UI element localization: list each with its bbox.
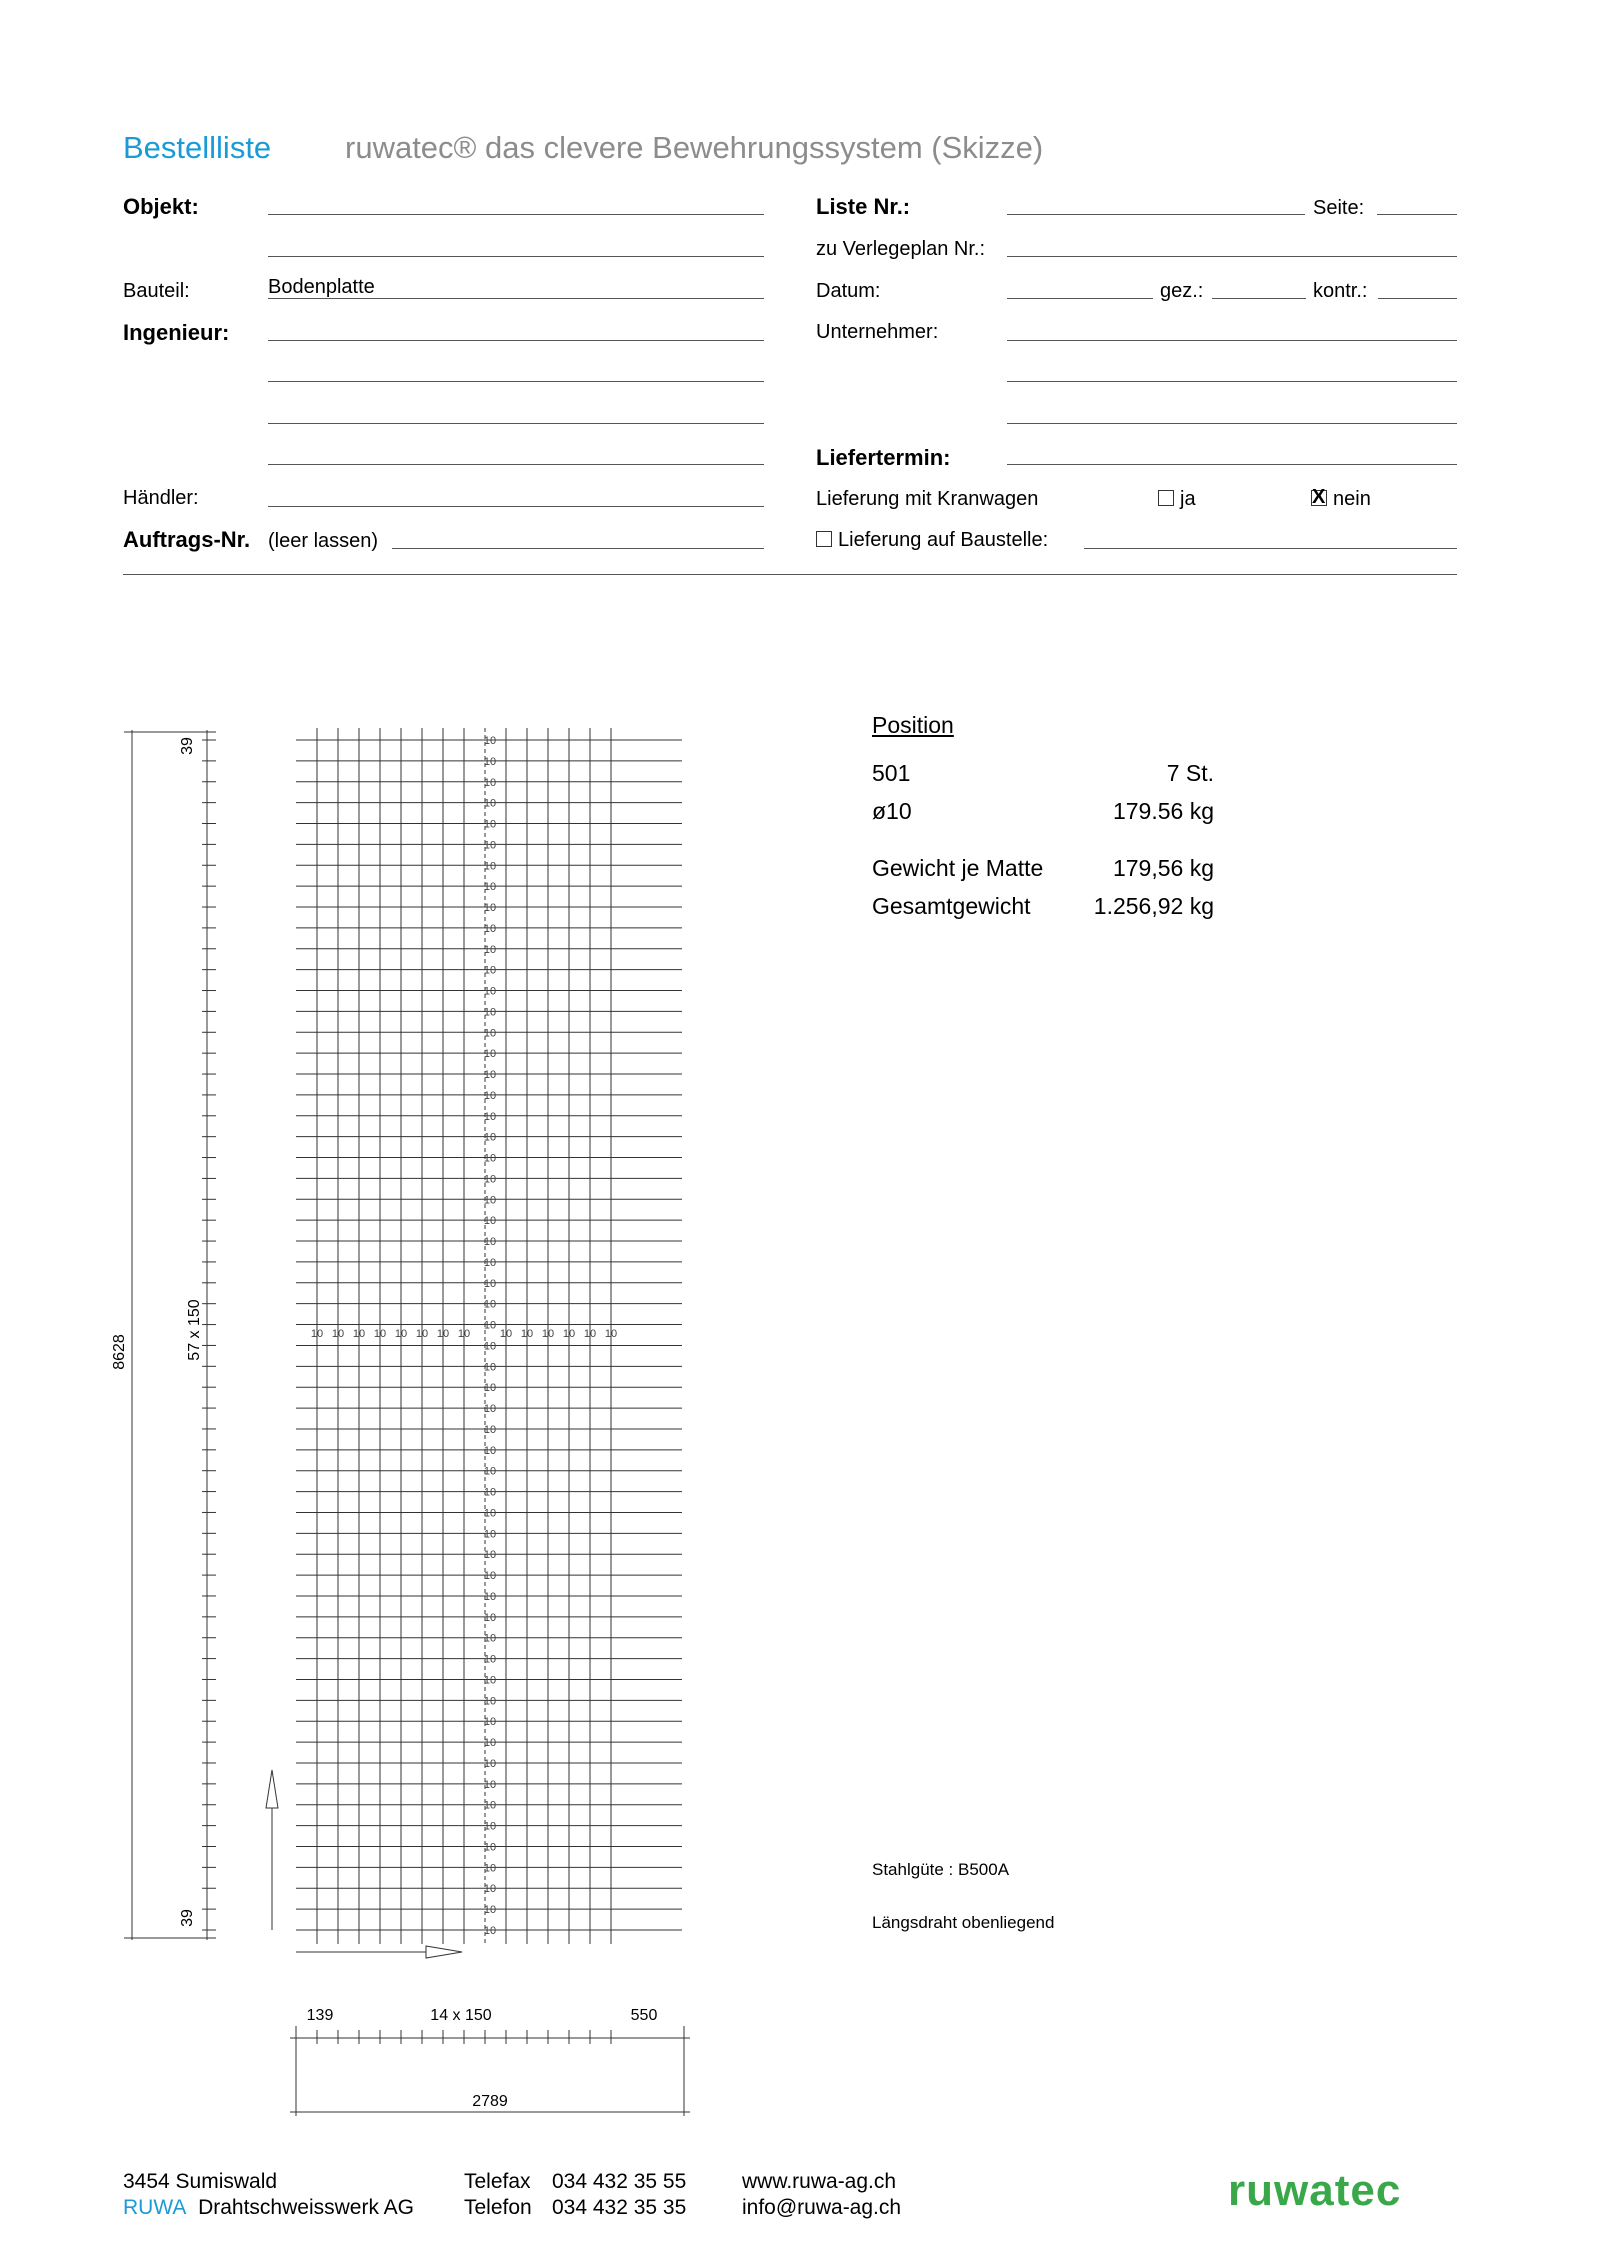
bauteil-value: Bodenplatte	[268, 276, 375, 298]
baustelle-option[interactable]	[816, 529, 1048, 552]
footer-company	[123, 2196, 414, 2220]
cross-wire-diameter-label: 10	[483, 1256, 497, 1269]
cross-wire-diameter-label: 10	[483, 1298, 497, 1311]
total-weight-value: 1.256,92 kg	[1093, 893, 1214, 919]
liste-nr-field[interactable]	[1007, 214, 1305, 215]
long-wire-diameter-label: 10	[394, 1328, 408, 1340]
width-spacing-dim: 14 x 150	[430, 2007, 492, 2024]
cross-wire-diameter-label: 10	[483, 1319, 497, 1332]
cross-wire-diameter-label: 10	[483, 1215, 497, 1228]
cross-wire-diameter-label: 10	[483, 797, 497, 810]
checkbox-baustelle[interactable]	[816, 531, 832, 547]
cross-wire-diameter-label: 10	[483, 1632, 497, 1645]
baustelle-label: Lieferung auf Baustelle:	[838, 529, 1049, 551]
cross-wire-diameter-label: 10	[483, 902, 497, 915]
cross-wire-diameter-label: 10	[483, 818, 497, 831]
long-spacing-dim: 57 x 150	[186, 1299, 203, 1361]
cross-wire-diameter-label: 10	[483, 1716, 497, 1729]
cross-wire-diameter-label: 10	[483, 1507, 497, 1520]
cross-wire-diameter-label: 10	[483, 1173, 497, 1186]
cross-wire-diameter-label: 10	[483, 776, 497, 789]
document-title: Bestellliste	[123, 130, 272, 165]
cross-wire-diameter-label: 10	[483, 881, 497, 894]
cross-wire-diameter-label: 10	[483, 1382, 497, 1395]
cross-wire-diameter-label: 10	[483, 1403, 497, 1416]
long-wire-diameter-label: 10	[583, 1328, 597, 1340]
wire-note: Längsdraht obenliegend	[872, 1913, 1055, 1932]
cross-wire-diameter-label: 10	[483, 1883, 497, 1896]
gez-field[interactable]	[1212, 298, 1306, 299]
cross-wire-diameter-label: 10	[483, 1131, 497, 1144]
footer-telefon: 034 432 35 35	[552, 2196, 687, 2219]
kranwagen-ja-option[interactable]	[1158, 488, 1196, 511]
cross-wire-diameter-label: 10	[483, 735, 497, 747]
long-wire-diameter-label: 10	[520, 1328, 534, 1340]
long-wire-diameter-label: 10	[604, 1328, 618, 1340]
cross-wire-diameter-label: 10	[483, 1820, 497, 1833]
position-count: 7 St.	[1166, 760, 1214, 786]
footer-telefon-label: Telefon	[464, 2196, 532, 2219]
cross-wire-diameter-label: 10	[483, 1048, 497, 1061]
long-wire-diameter-label: 10	[415, 1328, 429, 1340]
width-left-dim: 139	[306, 2007, 334, 2024]
footer-web-link[interactable]: www.ruwa-ag.ch	[742, 2170, 897, 2193]
haendler-label: Händler:	[123, 487, 199, 509]
long-wire-diameter-label: 10	[373, 1328, 387, 1340]
mesh-sketch	[0, 0, 760, 2140]
cross-wire-diameter-label: 10	[483, 839, 497, 852]
leer-lassen-hint: (leer lassen)	[268, 530, 379, 552]
cross-wire-diameter-label: 10	[483, 1277, 497, 1290]
cross-wire-diameter-label: 10	[483, 1069, 497, 1082]
position-heading: Position	[872, 712, 954, 738]
cross-wire-diameter-label: 10	[483, 1611, 497, 1624]
cross-wire-diameter-label: 10	[483, 1236, 497, 1249]
footer-company-rest: Drahtschweisswerk AG	[198, 2196, 414, 2219]
cross-wire-diameter-label: 10	[483, 1862, 497, 1875]
footer-company-brand: RUWA	[123, 2196, 187, 2219]
long-wire-diameter-label: 10	[436, 1328, 450, 1340]
liefertermin-label: Liefertermin:	[816, 445, 951, 470]
total-weight-label: Gesamtgewicht	[872, 893, 1031, 919]
cross-wire-diameter-label: 10	[483, 1549, 497, 1562]
kranwagen-nein-option[interactable]	[1311, 488, 1371, 511]
cross-wire-diameter-label: 10	[483, 1653, 497, 1666]
ja-label: ja	[1180, 488, 1196, 510]
kontr-label: kontr.:	[1313, 280, 1368, 302]
position-diameter-weight: 179.56 kg	[1112, 798, 1214, 824]
long-wire-diameter-label: 10	[541, 1328, 555, 1340]
ruwatec-logo: ruwatec	[1228, 2166, 1402, 2215]
document-subtitle: ruwatec® das clevere Bewehrungssystem (Skizze)	[345, 130, 1044, 165]
cross-wire-diameter-label: 10	[483, 943, 497, 956]
cross-wire-diameter-label: 10	[483, 755, 497, 768]
long-wire-diameter-label: 10	[562, 1328, 576, 1340]
unternehmer-field-2[interactable]	[1007, 381, 1457, 382]
long-wire-diameter-label: 10	[352, 1328, 366, 1340]
weight-per-mat-label: Gewicht je Matte	[872, 855, 1044, 881]
baustelle-field[interactable]	[1084, 548, 1457, 549]
footer-telefax: 034 432 35 55	[552, 2170, 687, 2193]
unternehmer-label: Unternehmer:	[816, 321, 939, 343]
position-number: 501	[872, 760, 911, 786]
seite-field[interactable]	[1377, 214, 1457, 215]
seite-label: Seite:	[1313, 197, 1365, 219]
ingenieur-label: Ingenieur:	[123, 320, 230, 345]
verlegeplan-label: zu Verlegeplan Nr.:	[816, 238, 985, 260]
cross-wire-diameter-label: 10	[483, 1486, 497, 1499]
cross-wire-diameter-label: 10	[483, 1006, 497, 1019]
cross-wire-diameter-label: 10	[483, 1695, 497, 1708]
checkbox-nein-checked[interactable]	[1311, 490, 1327, 506]
liste-nr-label: Liste Nr.:	[816, 194, 911, 219]
cross-wire-diameter-label: 10	[483, 1904, 497, 1917]
cross-wire-diameter-label: 10	[483, 1757, 497, 1770]
end-offset-top-dim: 39	[179, 737, 196, 755]
unternehmer-field-1[interactable]	[1007, 340, 1457, 341]
cross-wire-diameter-label: 10	[483, 1778, 497, 1791]
cross-wire-diameter-label: 10	[483, 964, 497, 977]
cross-wire-diameter-label: 10	[483, 1737, 497, 1750]
long-wire-diameter-label: 10	[331, 1328, 345, 1340]
cross-wire-diameter-label: 10	[483, 1465, 497, 1478]
verlegeplan-field[interactable]	[1007, 256, 1457, 257]
gez-label: gez.:	[1160, 280, 1204, 302]
long-wire-diameter-label: 10	[499, 1328, 513, 1340]
cross-wire-diameter-label: 10	[483, 1152, 497, 1165]
cross-wire-diameter-label: 10	[483, 1444, 497, 1457]
cross-wire-diameter-label: 10	[483, 1340, 497, 1353]
cross-wire-diameter-label: 10	[483, 1570, 497, 1583]
auftrags-nr-label: Auftrags-Nr.	[123, 527, 251, 552]
footer-city: 3454 Sumiswald	[123, 2170, 278, 2193]
datum-label: Datum:	[816, 280, 881, 302]
cross-wire-diameter-label: 10	[483, 1089, 497, 1102]
width-right-dim: 550	[630, 2007, 658, 2024]
cross-wire-diameter-label: 10	[483, 1925, 497, 1937]
cross-wire-diameter-label: 10	[483, 922, 497, 935]
total-length-dim: 8628	[111, 1334, 128, 1370]
cross-wire-diameter-label: 10	[483, 1674, 497, 1687]
liefertermin-field[interactable]	[1007, 464, 1457, 465]
direction-arrow-up-icon	[266, 1770, 278, 1930]
steel-grade-note: Stahlgüte : B500A	[872, 1860, 1010, 1879]
cross-wire-diameter-label: 10	[483, 1799, 497, 1812]
cross-wire-diameter-label: 10	[483, 1194, 497, 1207]
cross-wire-diameter-label: 10	[483, 1361, 497, 1374]
bauteil-label: Bauteil:	[123, 280, 190, 302]
weight-per-mat-value: 179,56 kg	[1112, 855, 1214, 881]
kontr-field[interactable]	[1378, 298, 1457, 299]
direction-arrow-right-icon	[296, 1946, 462, 1958]
cross-wire-diameter-label: 10	[483, 985, 497, 998]
cross-wire-diameter-label: 10	[483, 1027, 497, 1040]
kranwagen-label: Lieferung mit Kranwagen	[816, 488, 1039, 510]
nein-label: nein	[1333, 488, 1371, 510]
cross-wire-diameter-label: 10	[483, 860, 497, 873]
cross-wire-diameter-label: 10	[483, 1423, 497, 1436]
long-wire-diameter-label: 10	[457, 1328, 471, 1340]
cross-wire-diameter-label: 10	[483, 1841, 497, 1854]
datum-field[interactable]	[1007, 298, 1153, 299]
cross-wire-diameter-label: 10	[483, 1590, 497, 1603]
cross-wire-diameter-label: 10	[483, 1528, 497, 1541]
footer-email-link[interactable]: info@ruwa-ag.ch	[742, 2196, 902, 2219]
position-diameter: ø10	[872, 798, 912, 824]
unternehmer-field-3[interactable]	[1007, 423, 1457, 424]
total-width-dim: 2789	[472, 2093, 508, 2110]
objekt-label: Objekt:	[123, 194, 199, 219]
long-wire-diameter-label: 10	[310, 1328, 324, 1340]
checkbox-ja[interactable]	[1158, 490, 1174, 506]
footer-telefax-label: Telefax	[464, 2170, 531, 2193]
end-offset-bottom-dim: 39	[179, 1909, 196, 1927]
cross-wire-diameter-label: 10	[483, 1110, 497, 1123]
